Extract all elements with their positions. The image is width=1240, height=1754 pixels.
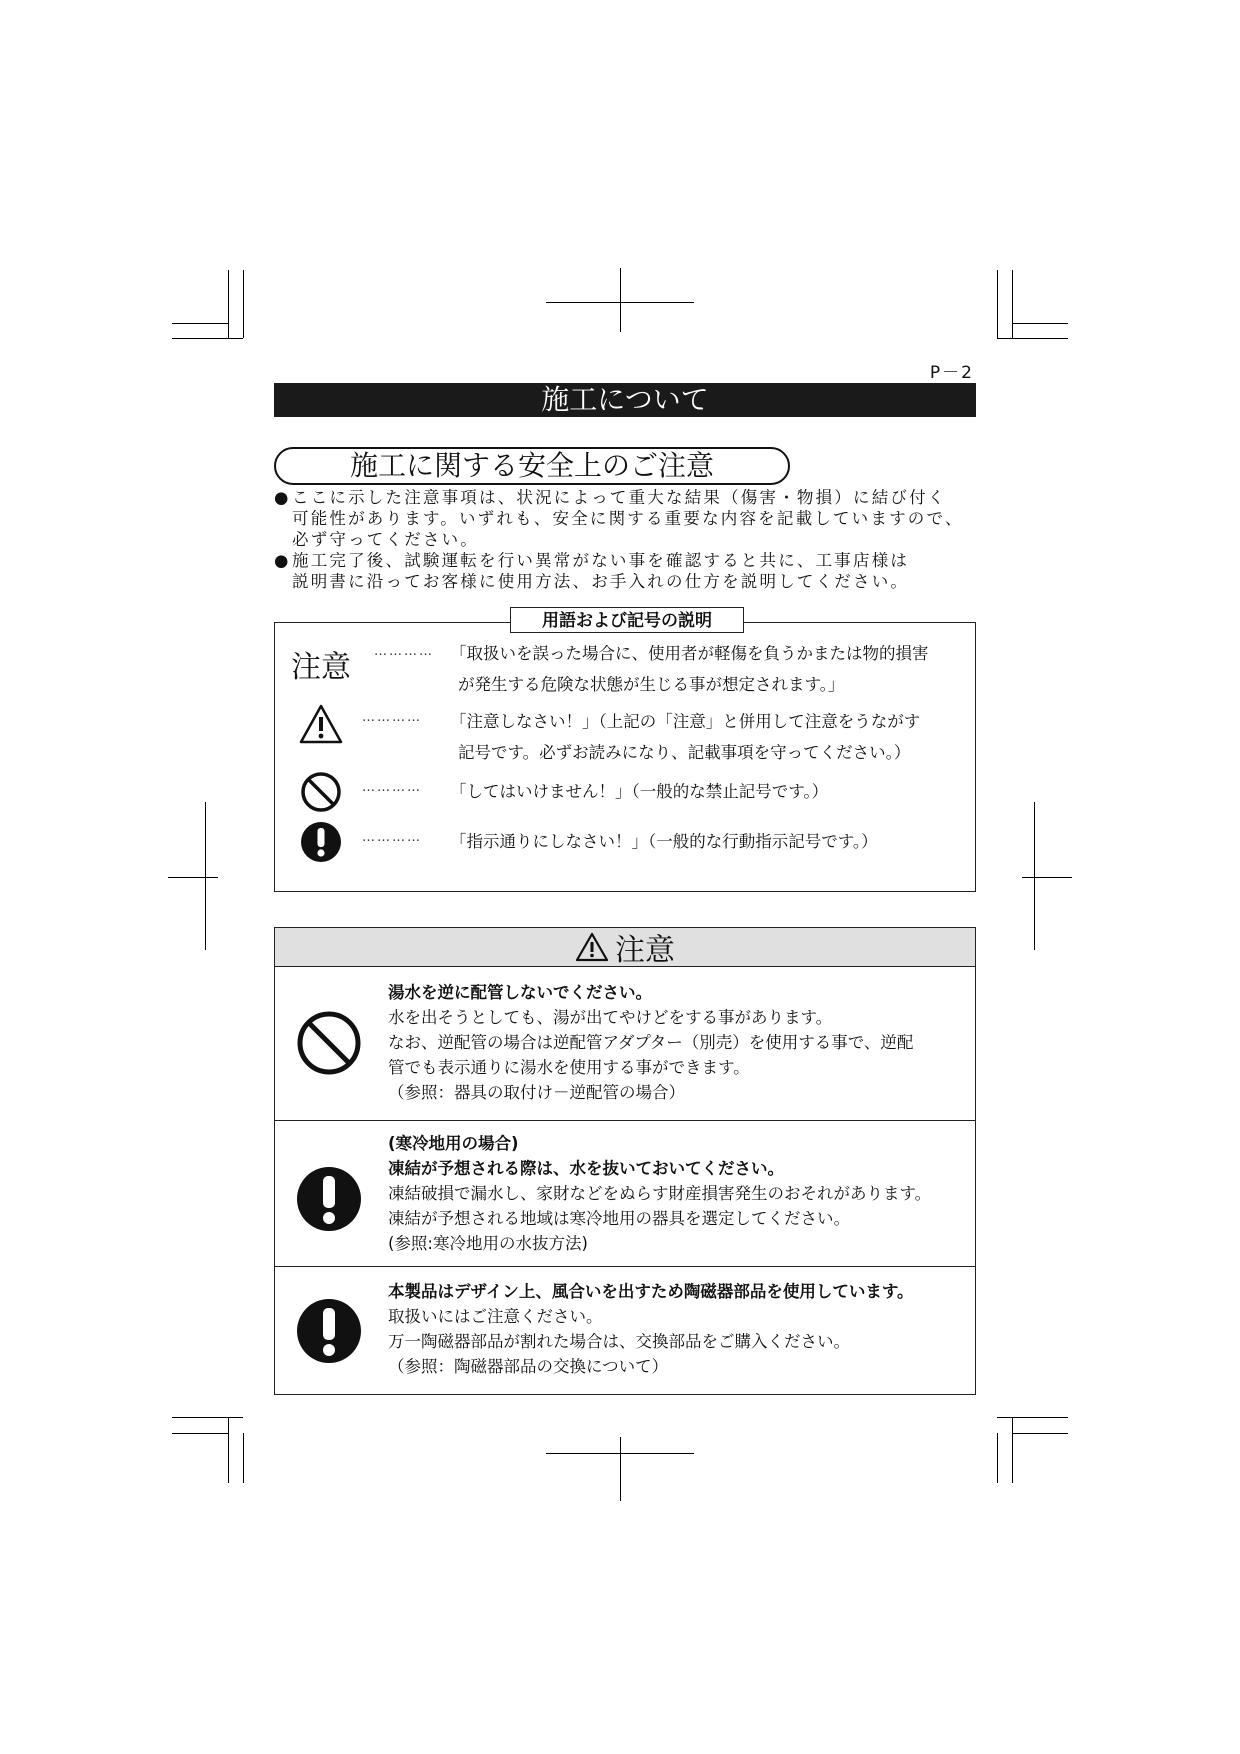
caution-text: 本製品はデザイン上、風合いを出すため陶磁器部品を使用しています。 [388, 1282, 914, 1301]
caution-header-label: 注意 [615, 933, 675, 968]
mandatory-action-icon [290, 818, 352, 866]
caution-text: 凍結破損で漏水し、家財などをぬらす財産損害発生のおそれがあります。 [388, 1184, 932, 1203]
caution-row [275, 966, 975, 1120]
intro-line: 説明書に沿ってお客様に使用方法、お手入れの仕方を説明してください。 [292, 572, 910, 591]
mandatory-action-icon [295, 1165, 363, 1233]
caution-table [274, 927, 976, 1395]
caution-text: 湯水を逆に配管しないでください。 [388, 983, 652, 1002]
leader-dots: ………… [374, 644, 434, 659]
leader-dots: ………… [362, 830, 422, 845]
subsection-title: 施工に関する安全上のご注意 [274, 447, 790, 485]
intro-line: 必ず守ってください。 [292, 530, 479, 549]
legend-text: が発生する危険な状態が生じる事が想定されます。」 [458, 675, 845, 694]
prohibition-icon [295, 1009, 363, 1077]
caution-text: 凍結が予想される際は、水を抜いておいてください。 [388, 1159, 784, 1178]
caution-row [275, 1266, 975, 1395]
leader-dots: ………… [362, 780, 422, 795]
legend-title: 用語および記号の説明 [510, 607, 744, 633]
legend-item-mandatory [290, 818, 950, 866]
legend-text: 「してはいけません！」（一般的な禁止記号です。） [450, 782, 829, 801]
mandatory-action-icon [295, 1297, 363, 1365]
caution-text: 管でも表示通りに湯水を使用する事ができます。 [388, 1058, 750, 1077]
section-title: 施工について [274, 383, 976, 417]
legend-item-prohibition [290, 768, 950, 816]
leader-dots: ………… [362, 710, 422, 725]
caution-text: （参照：陶磁器部品の交換について） [388, 1357, 669, 1376]
legend-item-warning [290, 700, 950, 760]
legend-text: 「注意しなさい！」（上記の「注意」と併用して注意をうながす [450, 712, 921, 731]
caution-text: 水を出そうとしても、湯が出てやけどをする事があります。 [388, 1008, 833, 1027]
caution-header [275, 928, 975, 967]
warning-triangle-icon [290, 700, 352, 748]
bullet-icon: ● [274, 551, 291, 570]
intro-line: 可能性があります。いずれも、安全に関する重要な内容を記載していますので、 [292, 509, 964, 528]
intro-item [274, 487, 980, 550]
intro-item [274, 550, 980, 592]
legend-text: 「取扱いを誤った場合に、使用者が軽傷を負うかまたは物的損害 [450, 644, 929, 663]
intro-notes [274, 487, 980, 592]
warning-triangle-icon [575, 932, 609, 962]
legend-item-caution [290, 640, 950, 700]
intro-line: 施工完了後、試験運転を行い異常がない事を確認すると共に、工事店様は [292, 551, 910, 570]
caution-text: 取扱いにはご注意ください。 [388, 1307, 603, 1326]
caution-text: (寒冷地用の場合) [388, 1134, 519, 1153]
caution-row [275, 1120, 975, 1267]
legend-text: 「指示通りにしなさい！」（一般的な行動指示記号です。） [450, 832, 878, 851]
intro-line: ここに示した注意事項は、状況によって重大な結果（傷害・物損）に結び付く [292, 488, 947, 507]
caution-text: (参照:寒冷地用の水抜方法) [388, 1234, 588, 1253]
caution-text: 凍結が予想される地域は寒冷地用の器具を選定してください。 [388, 1209, 850, 1228]
caution-word: 注意 [291, 650, 351, 685]
legend-text: 記号です。必ずお読みになり、記載事項を守ってください。） [458, 743, 911, 762]
bullet-icon: ● [274, 488, 291, 507]
caution-text: （参照：器具の取付け－逆配管の場合） [388, 1083, 685, 1102]
page-number: P－2 [929, 363, 974, 383]
caution-text: 万一陶磁器部品が割れた場合は、交換部品をご購入ください。 [388, 1332, 850, 1351]
prohibition-icon [290, 768, 352, 816]
caution-text: なお、逆配管の場合は逆配管アダプター（別売）を使用する事で、逆配 [388, 1033, 914, 1052]
